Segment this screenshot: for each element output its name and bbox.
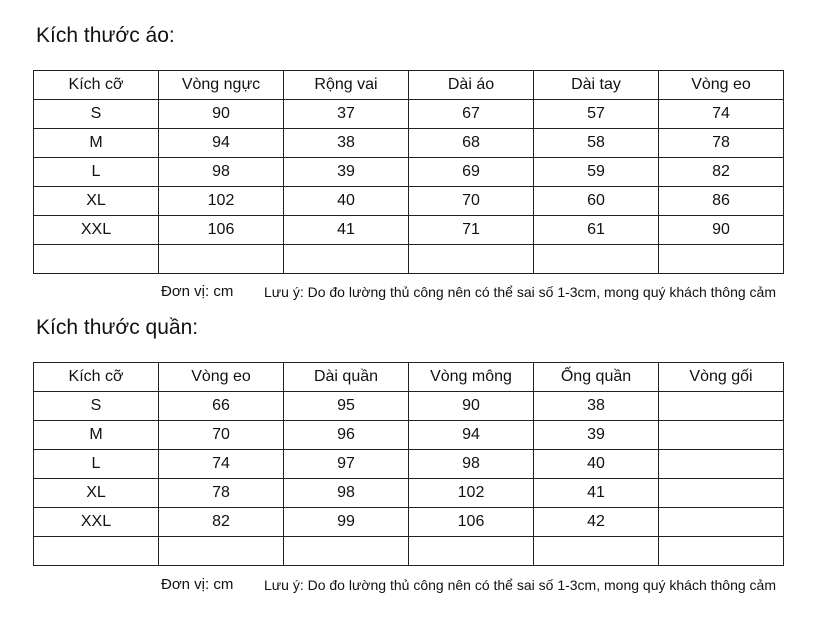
shirt-unit-label: Đơn vị: cm xyxy=(161,283,234,300)
table-cell: 94 xyxy=(409,421,534,450)
table-cell: 90 xyxy=(159,100,284,129)
table-cell: 60 xyxy=(534,187,659,216)
shirt-size-title: Kích thước áo: xyxy=(36,24,175,47)
table-cell: 98 xyxy=(159,158,284,187)
table-cell: 71 xyxy=(409,216,534,245)
table-cell: 42 xyxy=(534,508,659,537)
table-cell: 67 xyxy=(409,100,534,129)
table-cell: 38 xyxy=(284,129,409,158)
table-cell: 102 xyxy=(409,479,534,508)
column-header: Vòng gối xyxy=(659,363,784,392)
table-cell xyxy=(284,537,409,566)
column-header: Ống quần xyxy=(534,363,659,392)
table-cell: 102 xyxy=(159,187,284,216)
table-cell xyxy=(34,245,159,274)
table-cell: L xyxy=(34,158,159,187)
table-cell: 39 xyxy=(534,421,659,450)
column-header: Vòng eo xyxy=(159,363,284,392)
table-row xyxy=(34,392,784,421)
table-cell: 74 xyxy=(659,100,784,129)
table-cell: 41 xyxy=(534,479,659,508)
table-cell xyxy=(284,245,409,274)
table-cell: M xyxy=(34,421,159,450)
table-cell: 97 xyxy=(284,450,409,479)
pants-unit-label: Đơn vị: cm xyxy=(161,576,234,593)
table-cell: 78 xyxy=(659,129,784,158)
table-row xyxy=(34,216,784,245)
table-cell: 98 xyxy=(284,479,409,508)
column-header: Kích cỡ xyxy=(34,363,159,392)
table-cell: 41 xyxy=(284,216,409,245)
table-header-row xyxy=(34,363,784,392)
table-cell xyxy=(659,392,784,421)
pants-size-title: Kích thước quần: xyxy=(36,316,199,339)
table-cell: 90 xyxy=(409,392,534,421)
table-row xyxy=(34,129,784,158)
table-cell: S xyxy=(34,392,159,421)
table-cell xyxy=(659,537,784,566)
table-cell: 82 xyxy=(659,158,784,187)
table-cell xyxy=(534,245,659,274)
table-cell: L xyxy=(34,450,159,479)
table-cell: S xyxy=(34,100,159,129)
table-cell: 38 xyxy=(534,392,659,421)
table-cell: 58 xyxy=(534,129,659,158)
table-cell xyxy=(659,508,784,537)
table-header-row xyxy=(34,71,784,100)
table-cell xyxy=(659,479,784,508)
table-row xyxy=(34,100,784,129)
table-row xyxy=(34,421,784,450)
table-cell: 70 xyxy=(159,421,284,450)
column-header: Kích cỡ xyxy=(34,71,159,100)
table-cell: 106 xyxy=(159,216,284,245)
table-cell: XL xyxy=(34,187,159,216)
table-row xyxy=(34,450,784,479)
table-row xyxy=(34,508,784,537)
table-cell xyxy=(34,537,159,566)
table-cell xyxy=(409,245,534,274)
table-cell: 68 xyxy=(409,129,534,158)
table-cell xyxy=(659,421,784,450)
table-cell xyxy=(409,537,534,566)
shirt-size-table xyxy=(33,70,784,274)
column-header: Dài quần xyxy=(284,363,409,392)
table-cell: 74 xyxy=(159,450,284,479)
table-cell xyxy=(659,450,784,479)
table-cell xyxy=(159,537,284,566)
table-cell: 40 xyxy=(534,450,659,479)
table-cell xyxy=(659,245,784,274)
table-cell: 78 xyxy=(159,479,284,508)
table-cell: 94 xyxy=(159,129,284,158)
table-cell: 82 xyxy=(159,508,284,537)
column-header: Vòng ngực xyxy=(159,71,284,100)
table-cell: 99 xyxy=(284,508,409,537)
table-cell: 61 xyxy=(534,216,659,245)
table-row-empty xyxy=(34,245,784,274)
shirt-note-text: Lưu ý: Do đo lường thủ công nên có thể sai số 1-3cm, mong quý khách thông cảm xyxy=(264,284,776,300)
table-cell: 90 xyxy=(659,216,784,245)
pants-note-text: Lưu ý: Do đo lường thủ công nên có thể sai số 1-3cm, mong quý khách thông cảm xyxy=(264,577,776,593)
table-cell: 37 xyxy=(284,100,409,129)
table-cell: XXL xyxy=(34,508,159,537)
table-cell: XL xyxy=(34,479,159,508)
column-header: Vòng eo xyxy=(659,71,784,100)
table-cell: M xyxy=(34,129,159,158)
table-cell: 98 xyxy=(409,450,534,479)
table-cell: 86 xyxy=(659,187,784,216)
table-cell: 69 xyxy=(409,158,534,187)
table-cell: XXL xyxy=(34,216,159,245)
table-cell xyxy=(534,537,659,566)
table-row-empty xyxy=(34,537,784,566)
table-cell: 57 xyxy=(534,100,659,129)
column-header: Dài áo xyxy=(409,71,534,100)
table-cell: 70 xyxy=(409,187,534,216)
table-cell: 106 xyxy=(409,508,534,537)
table-row xyxy=(34,187,784,216)
table-cell: 66 xyxy=(159,392,284,421)
table-row xyxy=(34,479,784,508)
pants-size-table xyxy=(33,362,784,566)
table-cell: 95 xyxy=(284,392,409,421)
table-cell: 59 xyxy=(534,158,659,187)
table-cell xyxy=(159,245,284,274)
table-cell: 39 xyxy=(284,158,409,187)
column-header: Rộng vai xyxy=(284,71,409,100)
column-header: Dài tay xyxy=(534,71,659,100)
column-header: Vòng mông xyxy=(409,363,534,392)
table-row xyxy=(34,158,784,187)
table-cell: 40 xyxy=(284,187,409,216)
table-cell: 96 xyxy=(284,421,409,450)
